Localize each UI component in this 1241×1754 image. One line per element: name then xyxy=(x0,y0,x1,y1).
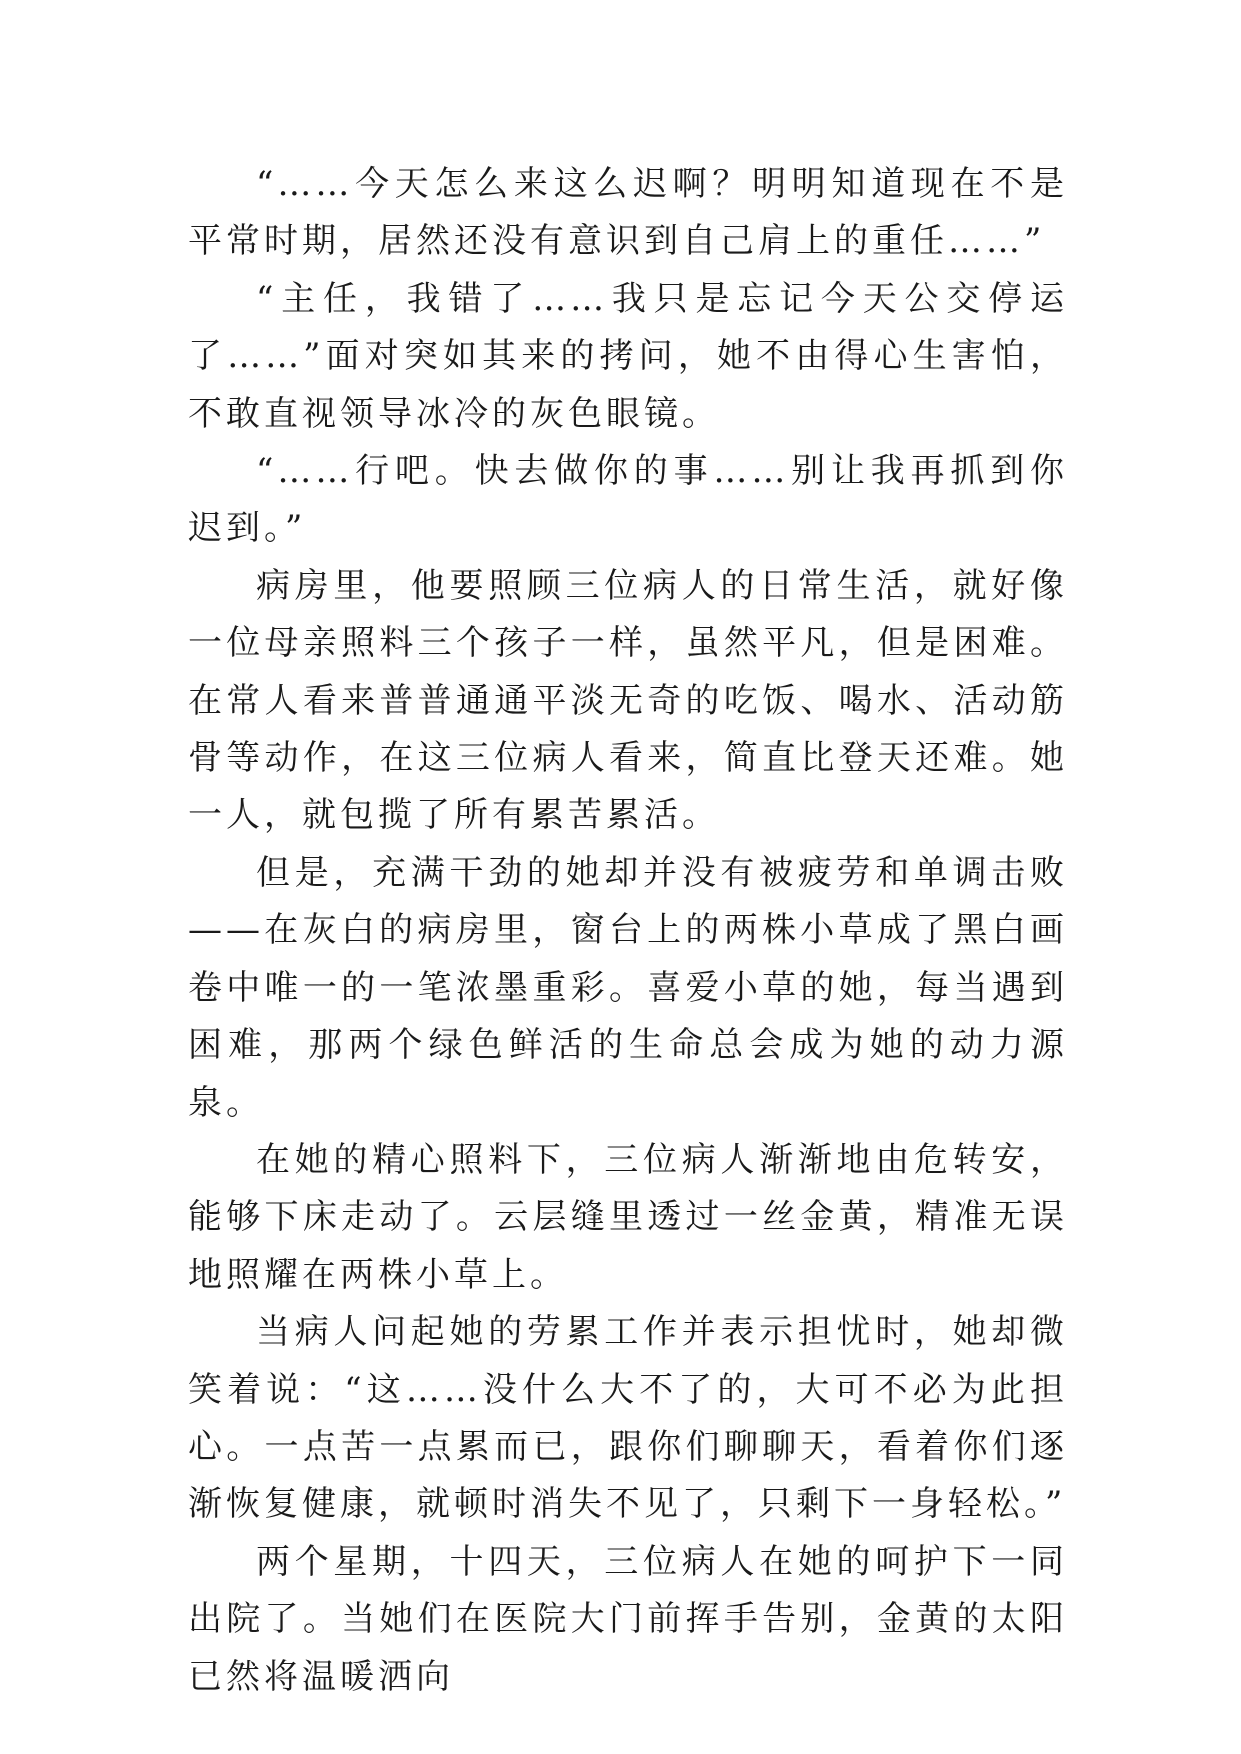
paragraph: 两个星期，十四天，三位病人在她的呵护下一同出院了。当她们在医院大门前挥手告别，金黄的太阳已然将温暖洒向 xyxy=(188,1541,1068,1697)
paragraph: 当病人问起她的劳累工作并表示担忧时，她却微笑着说：“这……没什么大不了的，大可不必为此担心。一点苦一点累而已，跟你们聊聊天，看着你们逐渐恢复健康，就顿时消失不见了，只剩下一身轻松。” xyxy=(188,1312,1068,1525)
paragraph: “主任，我错了……我只是忘记今天公交停运了……”面对突如其来的拷问，她不由得心生害怕，不敢直视领导冰冷的灰色眼镜。 xyxy=(188,278,1068,434)
body-text xyxy=(188,156,1068,1706)
paragraph: 在她的精心照料下，三位病人渐渐地由危转安，能够下床走动了。云层缝里透过一丝金黄，精准无误地照耀在两株小草上。 xyxy=(188,1139,1068,1295)
paragraph: “……行吧。快去做你的事……别让我再抓到你迟到。” xyxy=(188,451,1068,549)
paragraph: “……今天怎么来这么迟啊？明明知道现在不是平常时期，居然还没有意识到自己肩上的重任……” xyxy=(188,164,1068,262)
paragraph: 病房里，他要照顾三位病人的日常生活，就好像一位母亲照料三个孩子一样，虽然平凡，但是困难。在常人看来普普通通平淡无奇的吃饭、喝水、活动筋骨等动作，在这三位病人看来，简直比登天还难。她一人，就包揽了所有累苦累活。 xyxy=(188,565,1068,836)
paragraph: 但是，充满干劲的她却并没有被疲劳和单调击败——在灰白的病房里，窗台上的两株小草成了黑白画卷中唯一的一笔浓墨重彩。喜爱小草的她，每当遇到困难，那两个绿色鲜活的生命总会成为她的动力源泉。 xyxy=(188,852,1068,1123)
